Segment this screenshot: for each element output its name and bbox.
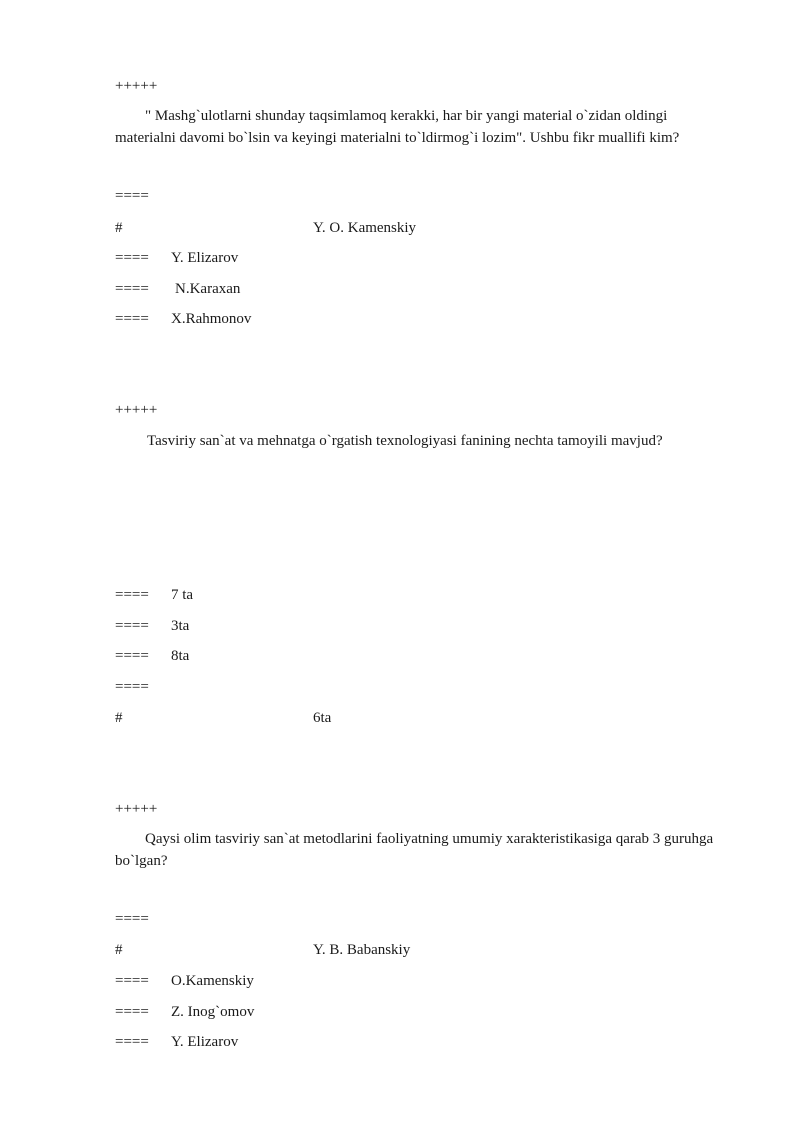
question-2-marker: +++++ xyxy=(115,402,158,418)
question-3-separator: ==== xyxy=(115,911,149,927)
question-1-marker: +++++ xyxy=(115,78,158,94)
question-3-option-1: O.Kamenskiy xyxy=(171,973,254,989)
question-1-option-3: X.Rahmonov xyxy=(171,311,252,327)
question-1-option-2: N.Karaxan xyxy=(175,281,241,297)
question-3-marker: +++++ xyxy=(115,801,158,817)
question-3-option-3: Y. Elizarov xyxy=(171,1034,239,1050)
question-1-option-3-prefix: ==== xyxy=(115,311,149,327)
question-2-text: Tasviriy san`at va mehnatga o`rgatish texnologiyasi fanining nechta tamoyili mavjud? xyxy=(147,433,663,449)
question-1-option-2-prefix: ==== xyxy=(115,281,149,297)
question-2-correct-answer: 6ta xyxy=(313,710,332,726)
question-2-option-1-prefix: ==== xyxy=(115,587,149,603)
question-3-option-2-prefix: ==== xyxy=(115,1004,149,1020)
question-3-correct-answer: Y. B. Babanskiy xyxy=(313,942,411,958)
question-1-correct-marker: # xyxy=(115,220,123,236)
question-3-correct-marker: # xyxy=(115,942,123,958)
question-3-option-1-prefix: ==== xyxy=(115,973,149,989)
question-1-correct-answer: Y. O. Kamenskiy xyxy=(313,220,417,236)
question-2-separator: ==== xyxy=(115,679,149,695)
question-2-option-2: 3ta xyxy=(171,618,190,634)
question-2-option-3: 8ta xyxy=(171,648,190,664)
question-1-option-1: Y. Elizarov xyxy=(171,250,239,266)
question-1-option-1-prefix: ==== xyxy=(115,250,149,266)
question-1-text: " Mashg`ulotlarni shunday taqsimlamoq kerakki, har bir yangi material o`zidan oldingi materialni davomi bo`lsin va keyingi materialni to`ldirmog`i lozim". Ushbu fikr muallifi kim? xyxy=(115,108,680,146)
question-2-option-2-prefix: ==== xyxy=(115,618,149,634)
question-2-option-3-prefix: ==== xyxy=(115,648,149,664)
question-3-option-3-prefix: ==== xyxy=(115,1034,149,1050)
question-2-option-1: 7 ta xyxy=(171,587,194,603)
question-3-text: Qaysi olim tasviriy san`at metodlarini faoliyatning umumiy xarakteristikasiga qarab 3 guruhga bo`lgan? xyxy=(115,831,714,869)
question-2-correct-marker: # xyxy=(115,710,123,726)
question-3-option-2: Z. Inog`omov xyxy=(171,1004,255,1020)
question-1-separator: ==== xyxy=(115,188,149,204)
